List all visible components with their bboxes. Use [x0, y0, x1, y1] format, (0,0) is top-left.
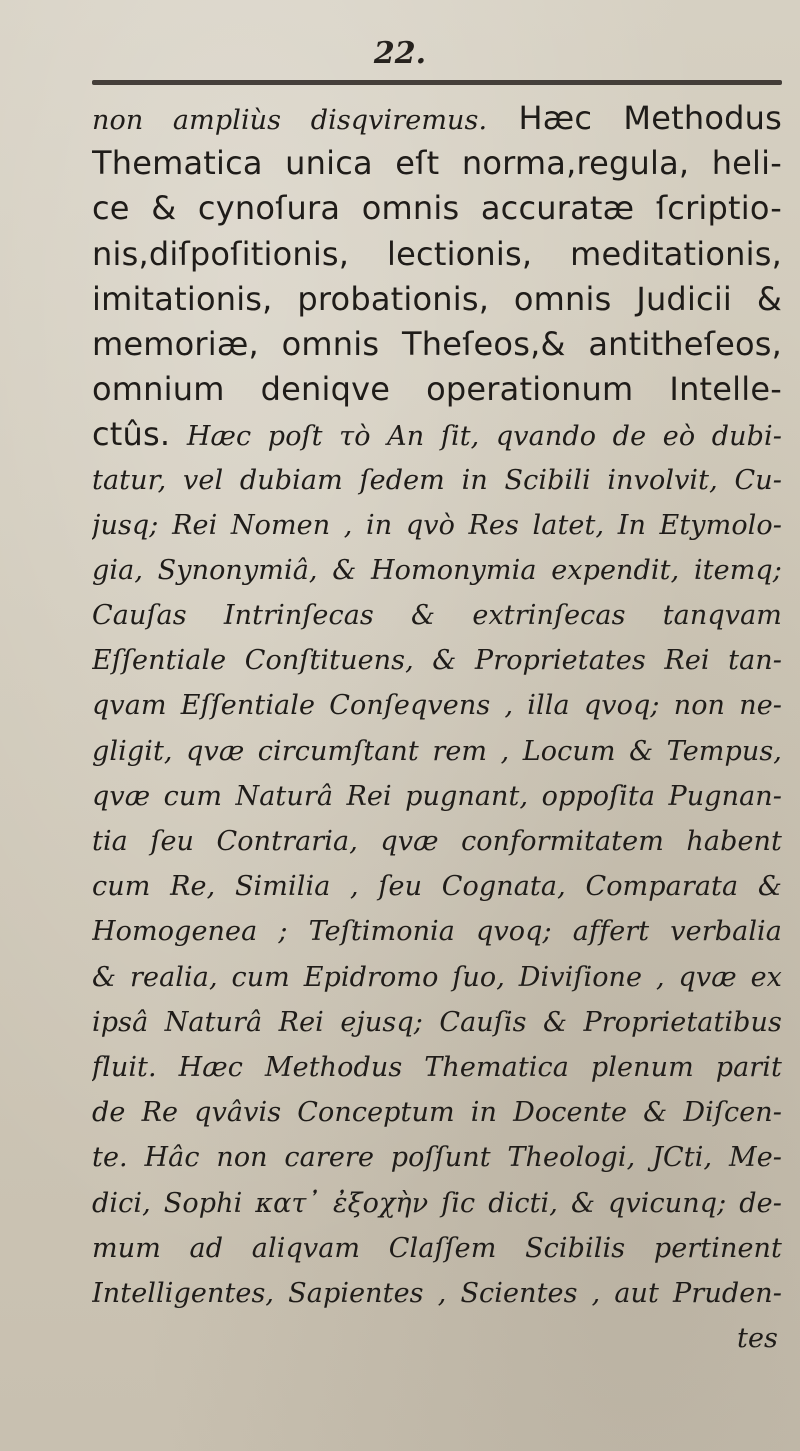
text-line [92, 322, 782, 367]
text-line [92, 774, 782, 819]
text-line [92, 638, 782, 683]
text-line [92, 277, 782, 322]
text-line [92, 458, 782, 503]
text-line [92, 141, 782, 186]
text-segment: ce & cynoſura omnis accuratæ ſcriptio- [92, 189, 782, 228]
text-line [92, 683, 782, 728]
text-segment: gia, Synonymiâ, & Homonymia expendit, itemq; [92, 554, 782, 586]
text-segment: cum Re, Similia , ſeu Cognata, Comparata & [92, 871, 782, 903]
text-line [92, 1271, 782, 1316]
text-line [92, 593, 782, 638]
text-line [92, 909, 782, 954]
text-line [92, 955, 782, 1000]
text-line [92, 1000, 782, 1045]
text-segment: nis,diſpoſitionis, lectionis, meditationis, [92, 234, 782, 273]
body-text [92, 96, 782, 1361]
text-line [92, 367, 782, 412]
text-line [92, 503, 782, 548]
text-line [92, 186, 782, 231]
text-segment: memoriæ, omnis Theſeos,& antitheſeos, [92, 324, 782, 363]
text-segment: ipsâ Naturâ Rei ejusq; Cauſis & Proprietatibus [92, 1006, 782, 1038]
text-segment: qvæ cum Naturâ Rei pugnant, oppoſita Pugnan- [92, 780, 782, 812]
text-segment: Homogenea ; Teſtimonia qvoq; affert verbalia [92, 916, 782, 948]
text-segment: Eſſentiale Conſtituens, & Proprietates Rei tan- [92, 645, 782, 677]
text-segment: te. Hâc non carere poſſunt Theologi, JCti, Me- [92, 1142, 782, 1174]
text-segment: gligit, qvæ circumſtant rem , Locum & Tempus, [92, 735, 782, 767]
text-segment: Hæc poſt τὸ An ſit, qvando de eò dubi- [170, 421, 782, 453]
text-segment: Hæc Methodus [487, 99, 782, 137]
text-line [92, 1045, 782, 1090]
text-line [92, 232, 782, 277]
text-segment: tatur, vel dubiam ſedem in Scibili involvit, Cu- [92, 464, 782, 496]
text-line [92, 819, 782, 864]
text-segment: tia ſeu Contraria, qvæ conformitatem habent [92, 826, 782, 857]
text-line [92, 96, 782, 141]
text-line [92, 1135, 782, 1180]
text-segment: fluit. Hæc Methodus Thematica plenum parit [92, 1051, 782, 1083]
text-line [92, 1181, 782, 1226]
page-number: 22. [373, 36, 427, 71]
text-segment: jusq; Rei Nomen , in qvò Res latet, In Etymolo- [92, 509, 782, 541]
text-segment: Cauſas Intrinſecas & extrinſecas tanqvam [92, 600, 782, 632]
text-segment: Thematica unica eſt norma,regula, heli- [92, 144, 782, 183]
text-segment: ctûs. [92, 415, 171, 454]
text-segment: dici, Sophi κατ᾽ ἐξοχὴν ſic dicti, & qvicunq; de- [92, 1187, 782, 1219]
text-segment: qvam Eſſentiale Conſeqvens , illa qvoq; non ne- [92, 690, 782, 722]
text-line [92, 412, 782, 457]
text-line [92, 729, 782, 774]
text-line [92, 1090, 782, 1135]
text-line [92, 548, 782, 593]
text-segment: de Re qvâvis Conceptum in Docente & Diſcen- [92, 1097, 782, 1129]
catchword: tes [737, 1323, 778, 1355]
text-segment: & realia, cum Epidromo ſuo, Diviſione , qvæ ex [92, 961, 782, 993]
text-segment: mum ad aliqvam Claſſem Scibilis pertinent [92, 1232, 782, 1264]
text-segment: omnium deniqve operationum Intelle- [92, 370, 782, 409]
header-rule [92, 80, 782, 85]
text-segment: non ampliùs disqviremus. [92, 105, 488, 136]
text-line [92, 864, 782, 909]
text-segment: Intelligentes, Sapientes , Scientes , aut Pruden- [92, 1277, 782, 1309]
text-line [92, 1226, 782, 1271]
text-segment: imitationis, probationis, omnis Judicii & [92, 279, 782, 318]
